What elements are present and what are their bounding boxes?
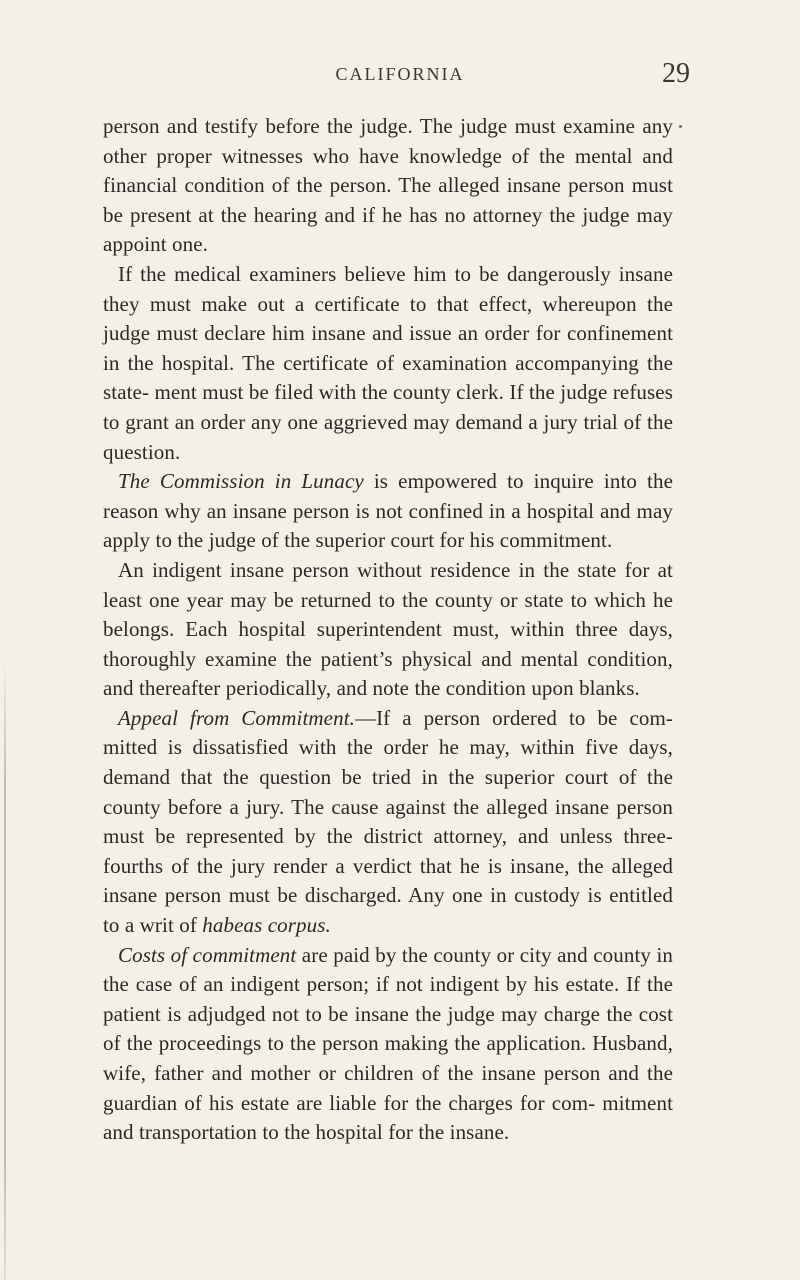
paragraph-appeal: [103, 704, 673, 941]
costs-text: are paid by the county or city and county in the case of an indigent person; if not indigent by his estate. If the patient is adjudged not to be insane the judge may charge the cost of the proceedings to the person making the application. Husband, wife, father and mother or children of the insane person and the guardian of his estate are liable for the charges for com- mitment and transportation to the hospital for the insane.: [103, 942, 673, 1145]
body-text: [103, 112, 673, 1148]
paragraph-hearing: person and testify before the judge. The judge must examine any other proper witnesses who have knowledge of the mental and financial condition of the person. The alleged insane person must be present at the hearing and if he has no attorney the judge may appoint one.: [103, 114, 673, 257]
print-speck: [679, 125, 682, 128]
appeal-heading: Appeal from Commitment.: [118, 705, 355, 730]
appeal-text: —If a person ordered to be com- mitted is dissatisfied with the order he may, within five days, demand that the question be tried in the superior court of the county before a jury. The cause against the alleged insane person must be represented by the district attorney, and unless three- fourths of the jury render a verdict that he is insane, the alleged insane person must be discharged. Any one in custody is entitled to a writ of: [103, 705, 673, 938]
paragraph-commission: [103, 467, 673, 556]
habeas-corpus-term: habeas corpus.: [202, 913, 331, 938]
paragraph-indigent: An indigent insane person without residence in the state for at least one year may be returned to the county or state to which he belongs. Each hospital superintendent must, within three days, thoroughly examine the patient’s physical and mental condition, and thereafter periodically, and note the condition upon blanks.: [103, 557, 673, 701]
paragraph-certificate: If the medical examiners believe him to be dangerously insane they must make out a certificate to that effect, whereupon the judge must declare him insane and issue an order for confinement in the hospital. The certificate of examination accompanying the state- ment must be filed with the county clerk. If the judge refuses to grant an order any one aggrieved may demand a jury trial of the question.: [103, 261, 673, 464]
page-edge-shadow: [4, 660, 6, 1280]
running-title: CALIFORNIA: [335, 64, 465, 84]
commission-text: is empowered to inquire into the reason why an insane person is not confined in a hospital and may apply to the judge of the superior court for his commitment.: [103, 469, 673, 553]
commission-heading: The Commission in Lunacy: [118, 469, 364, 494]
page-number: 29: [662, 58, 690, 89]
paragraph-costs: [103, 941, 673, 1148]
running-head: [110, 58, 690, 100]
costs-heading: Costs of commitment: [118, 942, 297, 967]
